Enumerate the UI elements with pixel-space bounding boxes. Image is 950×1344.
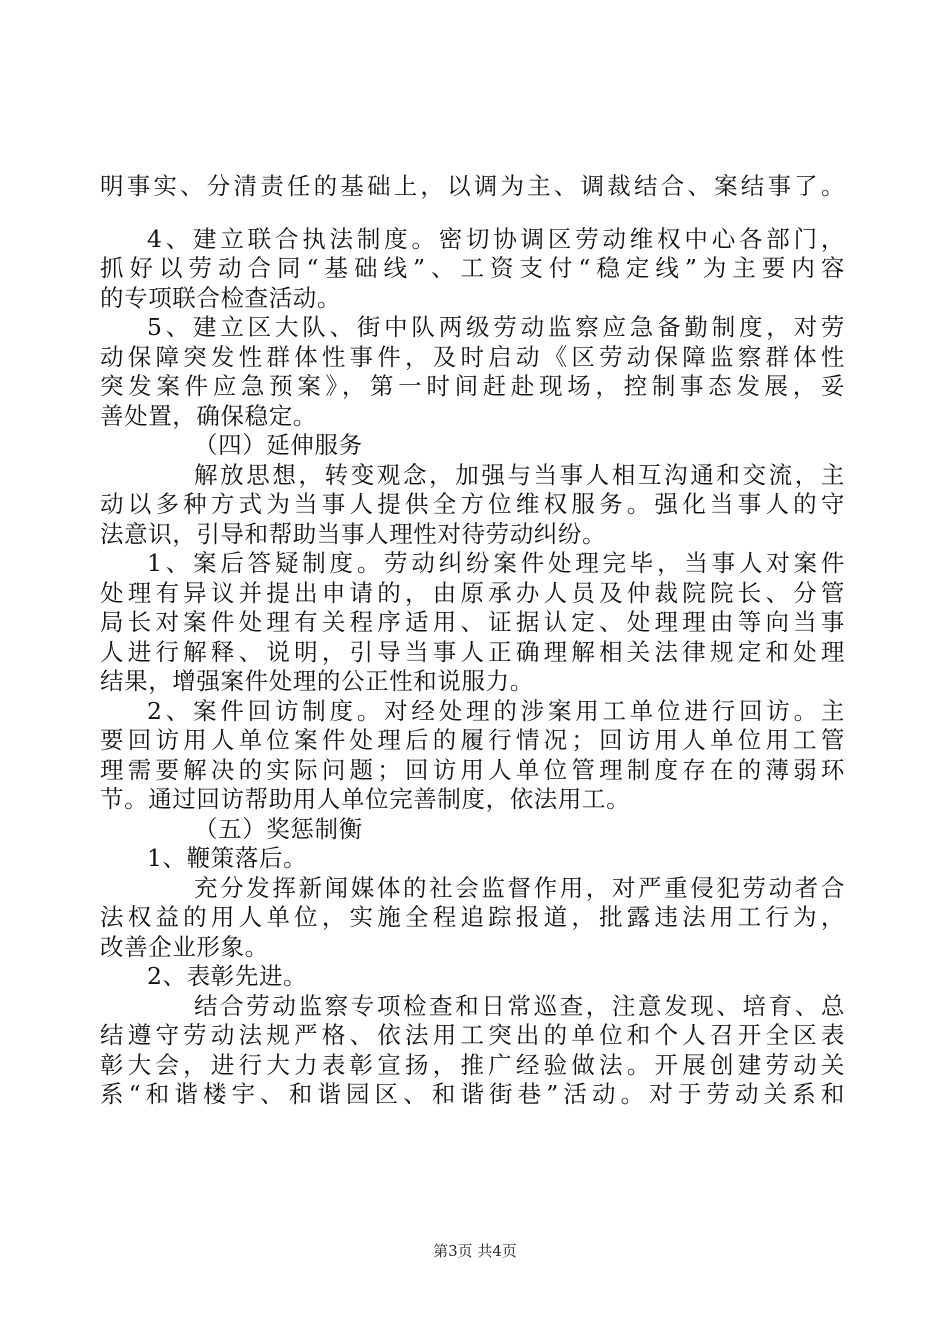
paragraph-line: 1、案后答疑制度。劳动纠纷案件处理完毕，当事人对案件 <box>147 549 845 577</box>
paragraph-line: 4、建立联合执法制度。密切协调区劳动维权中心各部门， <box>147 224 845 253</box>
paragraph-line: 法权益的用人单位，实施全程追踪报道，批露违法用工行为， <box>100 903 845 931</box>
section-heading: （五）奖惩制衡 <box>194 814 363 843</box>
paragraph-line: 充分发挥新闻媒体的社会监督作用，对严重侵犯劳动者合 <box>194 873 845 902</box>
paragraph-line: 5、建立区大队、街中队两级劳动监察应急备勤制度，对劳 <box>147 313 845 341</box>
paragraph-line: 的专项联合检查活动。 <box>100 283 341 312</box>
document-body <box>100 172 845 1110</box>
section-heading: （四）延伸服务 <box>194 431 363 459</box>
paragraph-line: 突发案件应急预案》，第一时间赶赴现场，控制事态发展，妥 <box>100 372 845 400</box>
paragraph-line: 法意识，引导和帮助当事人理性对待劳动纠纷。 <box>100 519 607 548</box>
paragraph-line: 2、案件回访制度。对经处理的涉案用工单位进行回访。主 <box>147 696 845 725</box>
paragraph-line: 结果，增强案件处理的公正性和说服力。 <box>100 667 534 695</box>
paragraph-line: 彰大会，进行大力表彰宣扬，推广经验做法。开展创建劳动关 <box>100 1050 845 1079</box>
paragraph-line: 明事实、分清责任的基础上，以调为主、调裁结合、案结事了。 <box>100 172 845 200</box>
paragraph-line: 理需要解决的实际问题；回访用人单位管理制度存在的薄弱环 <box>100 755 845 784</box>
paragraph-line: 动以多种方式为当事人提供全方位维权服务。强化当事人的守 <box>100 490 845 518</box>
paragraph-spacer <box>100 202 845 225</box>
paragraph-line: 要回访用人单位案件处理后的履行情况；回访用人单位用工管 <box>100 726 845 754</box>
paragraph-line: 处理有异议并提出申请的，由原承办人员及仲裁院院长、分管 <box>100 578 845 607</box>
page-number-footer: 第3页 共4页 <box>433 1242 517 1260</box>
paragraph-line: 人进行解释、说明，引导当事人正确理解相关法律规定和处理 <box>100 637 845 666</box>
paragraph-line: 结合劳动监察专项检查和日常巡查，注意发现、培育、总 <box>194 991 845 1020</box>
paragraph-line: 抓好以劳动合同“基础线”、工资支付“稳定线”为主要内容 <box>100 254 845 282</box>
paragraph-line: 结遵守劳动法规严格、依法用工突出的单位和个人召开全区表 <box>100 1021 845 1049</box>
paragraph-line: 系“和谐楼宇、和谐园区、和谐街巷”活动。对于劳动关系和 <box>100 1080 845 1108</box>
paragraph-line: 节。通过回访帮助用人单位完善制度，依法用工。 <box>100 785 631 813</box>
paragraph-line: 改善企业形象。 <box>100 932 269 961</box>
paragraph-line: 局长对案件处理有关程序适用、证据认定、处理理由等向当事 <box>100 608 845 636</box>
paragraph-line: 动保障突发性群体性事件，及时启动《区劳动保障监察群体性 <box>100 342 845 371</box>
paragraph-line: 善处置，确保稳定。 <box>100 401 317 430</box>
subsection-heading: 2、表彰先进。 <box>147 962 308 990</box>
paragraph-line: 解放思想，转变观念，加强与当事人相互沟通和交流，主 <box>194 460 845 489</box>
subsection-heading: 1、鞭策落后。 <box>147 844 308 872</box>
